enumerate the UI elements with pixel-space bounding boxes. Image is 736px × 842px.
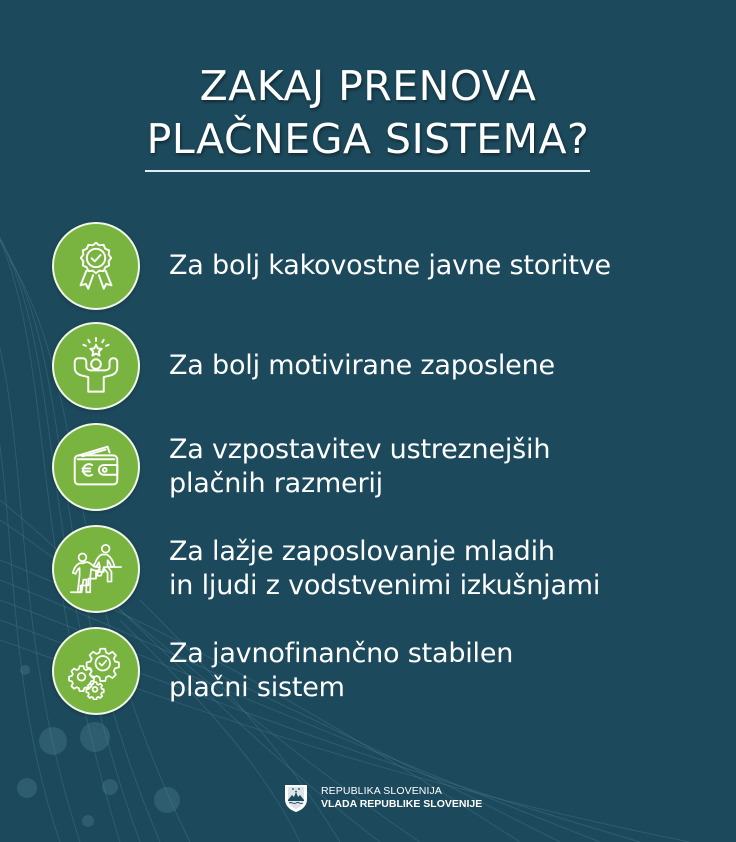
footer-line-government: VLADA REPUBLIKE SLOVENIJE [321, 798, 483, 810]
reason-text: Za javnofinančno stabilen plačni sistem [169, 638, 514, 703]
wallet-euro-icon [52, 423, 140, 511]
footer-line-republic: REPUBLIKA SLOVENIJA [321, 785, 442, 797]
reason-item-pay-ratios [52, 423, 732, 511]
footer-text [321, 785, 482, 811]
reason-text: Za lažje zaposlovanje mladih in ljudi z vodstvenimi izkušnjami [169, 536, 601, 601]
slovenia-coat-of-arms-icon [283, 783, 309, 813]
reason-text: Za bolj motivirane zaposlene [169, 350, 555, 381]
helping-hand-stairs-icon [52, 525, 140, 613]
reason-item-motivated-employees [52, 322, 732, 410]
person-star-celebrate-icon [52, 322, 140, 410]
reason-text: Za vzpostavitev ustreznejših plačnih razmerij [169, 434, 551, 499]
reason-text: Za bolj kakovostne javne storitve [169, 250, 611, 281]
reason-item-hiring-young-and-experienced [52, 525, 732, 613]
title-line-1: ZAKAJ PRENOVA [199, 62, 537, 110]
reason-item-quality-services [52, 222, 732, 310]
award-ribbon-check-icon [52, 222, 140, 310]
reason-item-stable-pay-system [52, 627, 732, 715]
gears-check-icon [52, 627, 140, 715]
title-line-2: PLAČNEGA SISTEMA? [146, 115, 590, 163]
government-footer [283, 783, 482, 813]
